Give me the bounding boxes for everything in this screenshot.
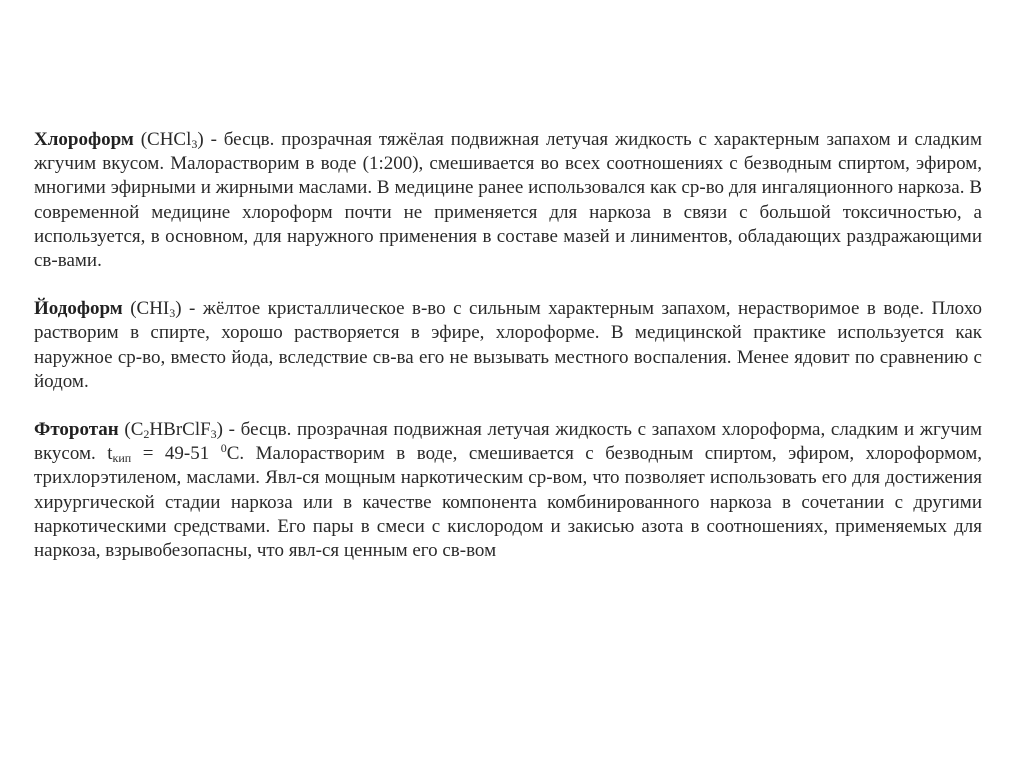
formula-chloroform-subscript: 3 [191,137,198,151]
formula-iodoform-subscript: 3 [169,306,176,321]
paragraph-fluorotane [34,418,982,563]
paragraph-iodoform [34,297,982,394]
term-fluorotane: Фторотан [34,419,119,441]
paragraph-chloroform [34,128,982,273]
formula-iodoform-open: (CHI [122,298,170,320]
term-iodoform: Йодоформ [34,298,123,320]
description-chloroform: - бесцв. прозрачная тяжёлая подвижная летучая жидкость с характерным запахом и сладким жгучим вкусом. Малорастворим в воде (1:200), смешивается во всех соотношениях с безводным спиртом, эфиром, многими эфирными и жирными маслами. В медицине ранее использовался как ср-во для ингаляционного наркоза. В современной медицине хлороформ почти не применяется для наркоза в связи с большой токсичностью, а используется, в основном, для наружного применения в составе мазей и линиментов, обладающих раздражающими св-вами. [34,129,982,272]
document-body [34,128,982,587]
formula-fluorotane-part-c: ) [216,419,223,441]
formula-fluorotane-part-b: HBrClF [149,419,211,441]
description-fluorotane-1: - бесцв. прозрачная подвижная летучая жидкость с запахом хлороформа, сладким и жгучим вкусом. t [34,419,983,465]
term-chloroform: Хлороформ [34,129,134,150]
boiling-point-subscript: кип [112,451,132,466]
description-fluorotane-2: = 49-51 [131,443,221,465]
formula-fluorotane-subscript-2: 3 [210,427,217,442]
formula-fluorotane-part-a: (C [118,419,144,441]
description-fluorotane-3: С. Малорастворим в воде, смешивается с безводным спиртом, эфиром, хлороформом, трихлорэтиленом, маслами. Явл-ся мощным наркотическим ср-вом, что позволяет использовать его для достижения хирургической стадии наркоза или в качестве компонента комбинированного наркоза в сочетании с другими наркотическими средствами. Его пары в смеси с кислородом и закисью азота в соотношениях, применяемых для наркоза, взрывобезопасны, что явл-ся ценным его св-вом [34,443,983,562]
formula-fluorotane-subscript-1: 2 [143,427,150,442]
formula-chloroform-close: ) [197,129,204,150]
formula-iodoform-close: ) [175,298,182,320]
formula-chloroform-open: (CHCl [133,129,192,150]
degree-superscript: 0 [220,441,227,456]
description-iodoform: - жёлтое кристаллическое в-во с сильным характерным запахом, нерастворимое в воде. Плохо растворим в спирте, хорошо растворяется в эфире, хлороформе. В медицинской практике используется как наружное ср-во, вместо йода, вследствие св-ва его не вызывать местного воспаления. Менее ядовит по сравнению с йодом. [34,298,982,392]
